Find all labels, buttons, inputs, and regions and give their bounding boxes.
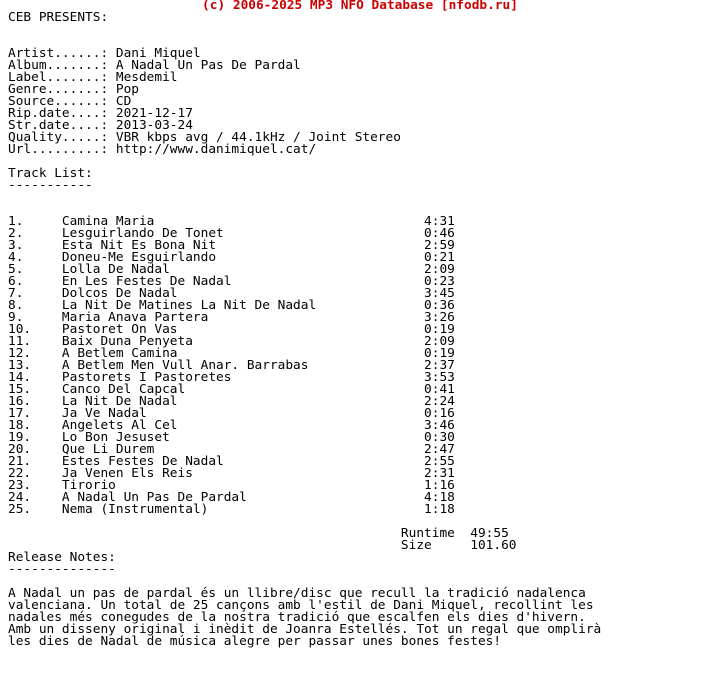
nfo-line: Label.......: Mesdemil [8, 70, 178, 85]
nfo-line: ----------- [8, 178, 93, 193]
nfo-line: 4. Doneu-Me Esguirlando 0:21 [8, 250, 455, 265]
nfo-line: Genre.......: Pop [8, 82, 139, 97]
nfo-line: 2. Lesguirlando De Tonet 0:46 [8, 226, 455, 241]
nfo-line: 19. Lo Bon Jesuset 0:30 [8, 430, 455, 445]
nfo-line: Album.......: A Nadal Un Pas De Pardal [8, 58, 301, 73]
nfo-line: nadales més conegudes de la nostra tradició que escalfen els dies d'hivern. [8, 610, 586, 625]
nfo-line: 18. Angelets Al Cel 3:46 [8, 418, 455, 433]
nfo-line: 25. Nema (Instrumental) 1:18 [8, 502, 455, 517]
nfo-line: Url.........: http://www.danimiquel.cat/ [8, 142, 317, 157]
nfo-line: Source......: CD [8, 94, 132, 109]
nfo-line: -------------- [8, 562, 116, 577]
nfo-line: 3. Esta Nit Es Bona Nit 2:59 [8, 238, 455, 253]
nfo-line: Runtime 49:55 [8, 526, 509, 541]
nfo-line: 20. Que Li Durem 2:47 [8, 442, 455, 457]
nfo-line: Str.date....: 2013-03-24 [8, 118, 193, 133]
nfo-line: 21. Estes Festes De Nadal 2:55 [8, 454, 455, 469]
nfo-line: 6. En Les Festes De Nadal 0:23 [8, 274, 455, 289]
nfo-line: 22. Ja Venen Els Reis 2:31 [8, 466, 455, 481]
nfo-line: Amb un disseny original i inèdit de Joanra Estellés. Tot un regal que omplirà [8, 622, 602, 637]
nfo-line: Size 101.60 [8, 538, 517, 553]
nfo-line: 16. La Nit De Nadal 2:24 [8, 394, 455, 409]
nfo-line: A Nadal un pas de pardal és un llibre/disc que recull la tradició nadalenca [8, 586, 586, 601]
nfo-line: valenciana. Un total de 25 cançons amb l'estil de Dani Miquel, recollint les [8, 598, 594, 613]
nfo-line: Artist......: Dani Miquel [8, 46, 201, 61]
nfo-line: 8. La Nit De Matines La Nit De Nadal 0:36 [8, 298, 455, 313]
nfo-line: 12. A Betlem Camina 0:19 [8, 346, 455, 361]
nfo-line: CEB PRESENTS: [8, 10, 109, 25]
nfo-line: Rip.date....: 2021-12-17 [8, 106, 193, 121]
nfo-line: 13. A Betlem Men Vull Anar. Barrabas 2:37 [8, 358, 455, 373]
nfo-line: Release Notes: [8, 550, 116, 565]
nfo-line: 24. A Nadal Un Pas De Pardal 4:18 [8, 490, 455, 505]
nfo-line: 10. Pastoret On Vas 0:19 [8, 322, 455, 337]
nfo-line: Track List: [8, 166, 93, 181]
nfo-line: 11. Baix Duna Penyeta 2:09 [8, 334, 455, 349]
nfo-line: 15. Canco Del Capcal 0:41 [8, 382, 455, 397]
nfo-line: 5. Lolla De Nadal 2:09 [8, 262, 455, 277]
nfo-line: 17. Ja Ve Nadal 0:16 [8, 406, 455, 421]
site-banner: (c) 2006-2025 MP3 NFO Database [nfodb.ru] [202, 0, 518, 13]
nfo-line: les dies de Nadal de música alegre per passar unes bones festes! [8, 634, 502, 649]
nfo-line: 7. Dolcos De Nadal 3:45 [8, 286, 455, 301]
nfo-line: Quality.....: VBR kbps avg / 44.1kHz / Joint Stereo [8, 130, 401, 145]
nfo-line: 14. Pastorets I Pastoretes 3:53 [8, 370, 455, 385]
nfo-line: 1. Camina Maria 4:31 [8, 214, 455, 229]
nfo-line: 9. Maria Anava Partera 3:26 [8, 310, 455, 325]
nfo-line: 23. Tirorio 1:16 [8, 478, 455, 493]
